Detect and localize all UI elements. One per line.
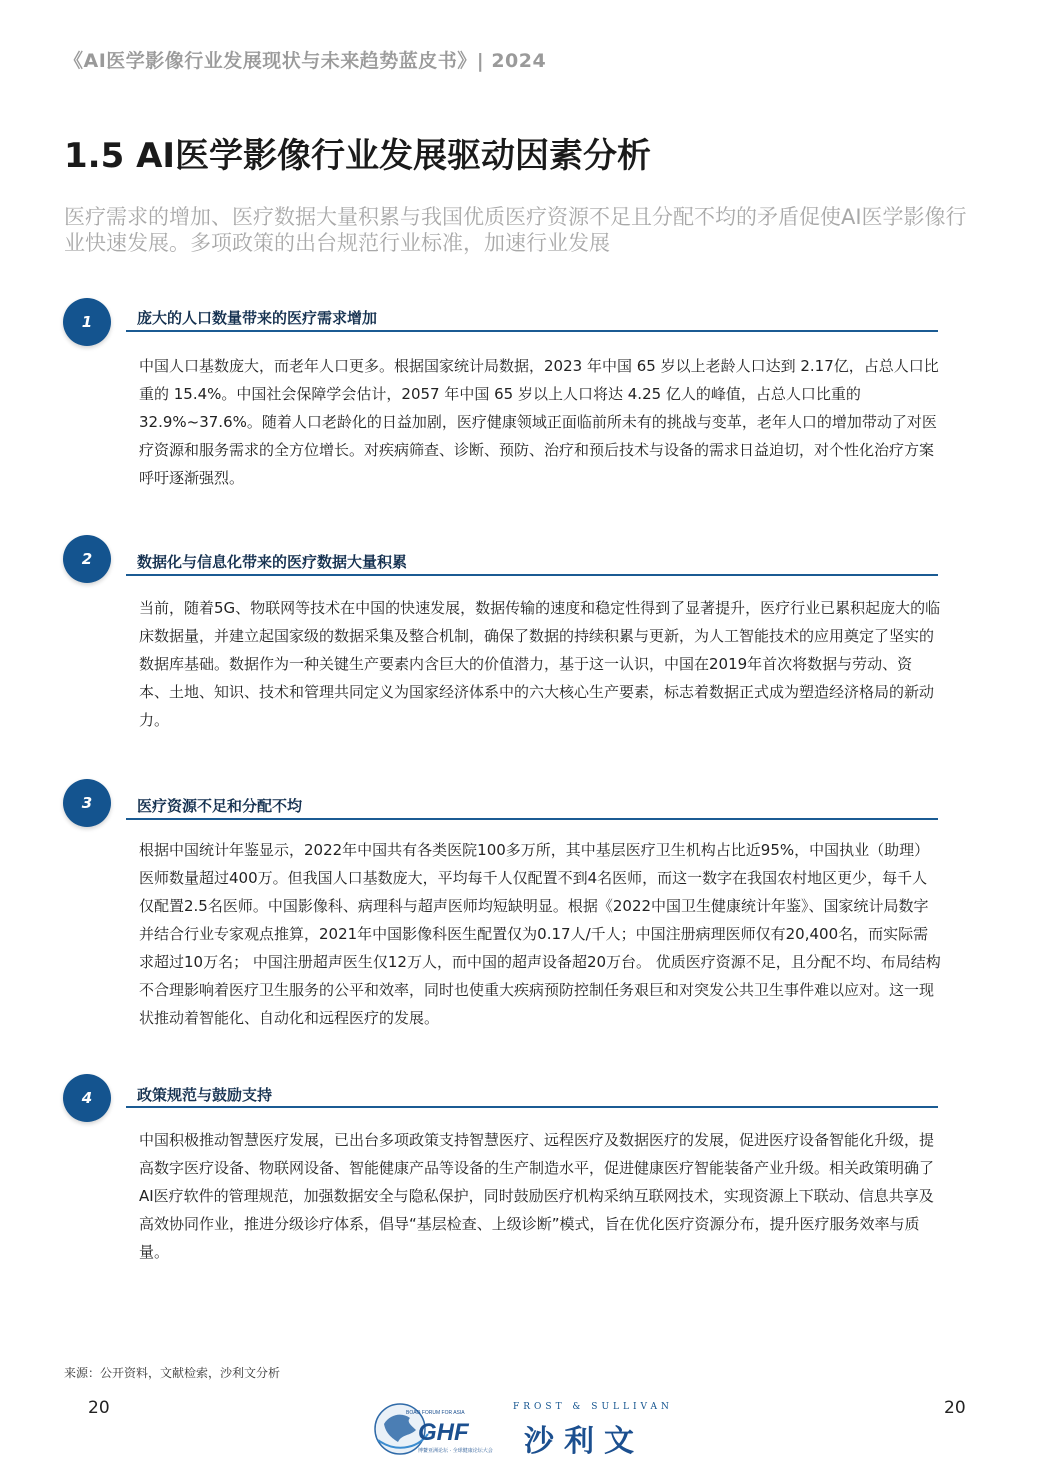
ghf-wordmark: GHF xyxy=(418,1419,469,1446)
number-badge: 2 xyxy=(63,535,111,583)
title-rule xyxy=(126,574,938,576)
ghf-logo xyxy=(372,1400,512,1458)
title-rule xyxy=(126,330,938,332)
frost-sullivan-cn-logo: 沙利文 xyxy=(524,1424,644,1459)
item-title: 政策规范与鼓励支持 xyxy=(137,1086,273,1104)
number-badge: 1 xyxy=(63,298,111,346)
page-number-right: 20 xyxy=(944,1398,966,1418)
item-body: 中国积极推动智慧医疗发展，已出台多项政策支持智慧医疗、远程医疗及数据医疗的发展，促进医疗设备智能化升级，提高数字医疗设备、物联网设备、智能健康产品等设备的生产制造水平，促进健康医疗智能装备产业升级。相关政策明确了AI医疗软件的管理规范，加强数据安全与隐私保护，同时鼓励医疗机构采纳互联网技术，实现资源上下联动、信息共享及高效协同作业，推进分级诊疗体系，倡导“基层检查、上级诊断”模式，旨在优化医疗资源分布，提升医疗服务效率与质量。 xyxy=(139,1131,935,1261)
running-header: 《AI医学影像行业发展现状与未来趋势蓝皮书》| 2024 xyxy=(64,50,547,72)
number-badge: 4 xyxy=(63,1074,111,1122)
ghf-sub-text: 博鳌亚洲论坛 · 全球健康论坛大会 xyxy=(418,1448,493,1454)
title-rule xyxy=(126,1106,938,1108)
item-body: 当前，随着5G、物联网等技术在中国的快速发展，数据传输的速度和稳定性得到了显著提升，医疗行业已累积起庞大的临床数据量，并建立起国家级的数据采集及整合机制，确保了数据的持续积累与更新，为人工智能技术的应用奠定了坚实的数据库基础。数据作为一种关键生产要素内含巨大的价值潜力，基于这一认识，中国在2019年首次将数据与劳动、资本、土地、知识、技术和管理共同定义为国家经济体系中的六大核心生产要素，标志着数据正式成为塑造经济格局的新动力。 xyxy=(139,599,941,729)
section-intro: 医疗需求的增加、医疗数据大量积累与我国优质医疗资源不足且分配不均的矛盾促使AI医学影像行业快速发展。多项政策的出台规范行业标准，加速行业发展 xyxy=(64,205,967,255)
page-number-left: 20 xyxy=(88,1398,110,1418)
source-note: 来源：公开资料，文献检索，沙利文分析 xyxy=(64,1366,281,1380)
item-title: 医疗资源不足和分配不均 xyxy=(137,797,303,815)
title-rule xyxy=(126,818,938,820)
section-title: 1.5 AI医学影像行业发展驱动因素分析 xyxy=(64,136,652,176)
ghf-ring-text: BOAO FORUM FOR ASIA xyxy=(406,1410,465,1416)
item-body: 中国人口基数庞大，而老年人口更多。根据国家统计局数据，2023 年中国 65 岁以上老龄人口达到 2.17亿，占总人口比重的 15.4%。中国社会保障学会估计，2057 年中国 65 岁以上人口将达 4.25 亿人的峰值，占总人口比重的32.9%~37.6%。随着人口老龄化的日益加剧，医疗健康领域正面临前所未有的挑战与变革，老年人口的增加带动了对医疗资源和服务需求的全方位增长。对疾病筛查、诊断、预防、治疗和预后技术与设备的需求日益迫切，对个性化治疗方案呼吁逐渐强烈。 xyxy=(139,357,939,487)
item-title: 庞大的人口数量带来的医疗需求增加 xyxy=(137,309,378,327)
item-title: 数据化与信息化带来的医疗数据大量积累 xyxy=(137,553,408,571)
item-body: 根据中国统计年鉴显示，2022年中国共有各类医院100多万所，其中基层医疗卫生机构占比近95%，中国执业（助理）医师数量超过400万。但我国人口基数庞大，平均每千人仅配置不到4名医师，而这一数字在我国农村地区更少，每千人仅配置2.5名医师。中国影像科、病理科与超声医师均短缺明显。根据《2022中国卫生健康统计年鉴》、国家统计局数字并结合行业专家观点推算，2021年中国影像科医生配置仅为0.17人/千人；中国注册病理医师仅有20,400名，而实际需求超过10万名； 中国注册超声医生仅12万人，而中国的超声设备超20万台。 优质医疗资源不足，且分配不均、布局结构不合理影响着医疗卫生服务的公平和效率，同时也使重大疾病预防控制任务艰巨和对突发公共卫生事件难以应对。这一现状推动着智能化、自动化和远程医疗的发展。 xyxy=(139,841,941,1027)
frost-sullivan-wordmark: FROST & SULLIVAN xyxy=(513,1402,673,1412)
number-badge: 3 xyxy=(63,779,111,827)
